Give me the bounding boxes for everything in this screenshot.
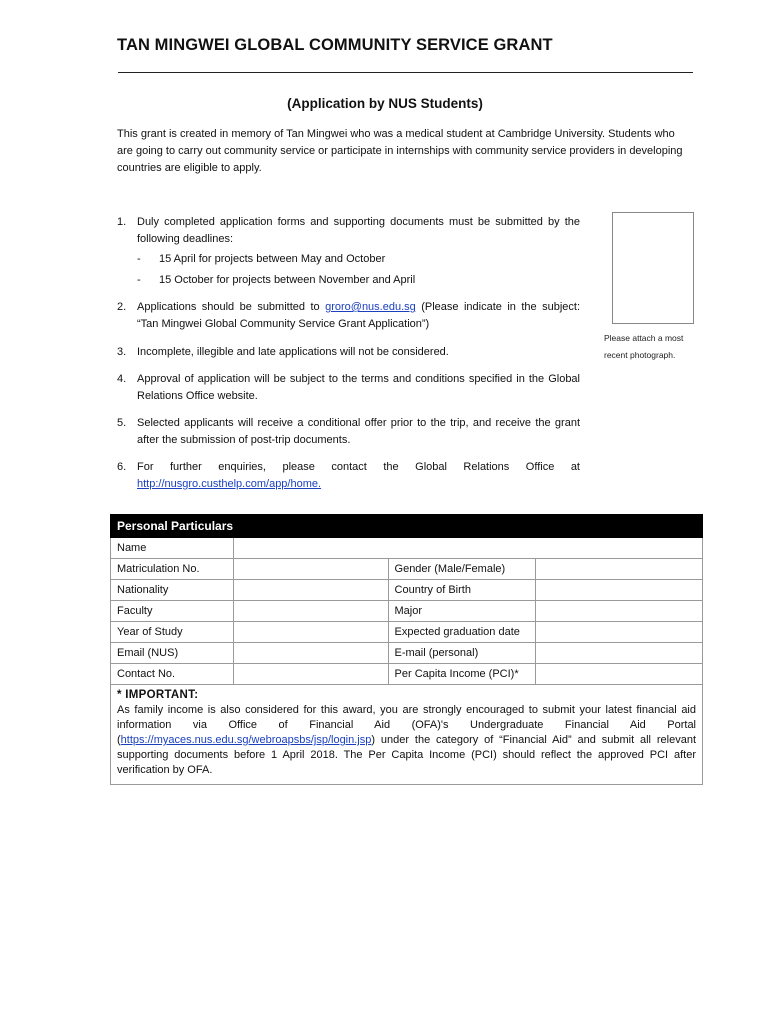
email-personal-field[interactable] xyxy=(536,643,703,664)
important-title: * IMPORTANT: xyxy=(117,689,199,701)
item-text: Incomplete, illegible and late applications will not be considered. xyxy=(137,346,449,358)
item-text: Selected applicants will receive a conditional offer prior to the trip, and receive the grant after the submission of post-trip documents. xyxy=(137,417,580,446)
item-number: 3. xyxy=(117,346,127,358)
email-nus-field[interactable] xyxy=(233,643,388,664)
table-row xyxy=(111,622,703,643)
name-field[interactable] xyxy=(233,538,702,559)
table-row xyxy=(111,538,703,559)
table-row xyxy=(111,559,703,580)
document-subtitle: (Application by NUS Students) xyxy=(287,96,483,111)
item-text xyxy=(137,299,580,333)
matriculation-field[interactable] xyxy=(233,559,388,580)
table-row xyxy=(111,643,703,664)
title-divider xyxy=(118,72,693,73)
nationality-field[interactable] xyxy=(233,580,388,601)
important-note-row xyxy=(111,685,703,785)
name-label: Name xyxy=(111,538,234,559)
item-number: 5. xyxy=(117,417,127,429)
deadline-dash: - xyxy=(137,274,141,286)
item-number: 6. xyxy=(117,461,127,473)
photo-caption-line-1: Please attach a most xyxy=(604,333,684,343)
field-label: Major xyxy=(388,601,536,622)
item-text-after: (Please indicate in the subject: “Tan Mingwei Global Community Service Grant Application”) xyxy=(137,301,580,330)
document-title: TAN MINGWEI GLOBAL COMMUNITY SERVICE GRANT xyxy=(117,36,553,54)
item-number: 4. xyxy=(117,373,127,385)
important-body xyxy=(117,703,696,778)
item-text xyxy=(137,459,580,493)
important-note xyxy=(111,685,703,785)
pci-field[interactable] xyxy=(536,664,703,685)
photo-placeholder[interactable] xyxy=(612,212,694,324)
faculty-field[interactable] xyxy=(233,601,388,622)
important-text-1: As family income is also considered for this award, you are strongly encouraged to submit your latest financial aid information via Office of Financial Aid (OFA)'s Undergraduate Financial Aid Portal ( xyxy=(117,704,696,746)
field-label: Country of Birth xyxy=(388,580,536,601)
field-label: Year of Study xyxy=(111,622,234,643)
table-row xyxy=(111,601,703,622)
table-header-row xyxy=(111,515,703,538)
field-label: E-mail (personal) xyxy=(388,643,536,664)
intro-paragraph: This grant is created in memory of Tan Mingwei who was a medical student at Cambridge University. Students who are going to carry out community service or participate in internships with community service providers in developing countries are eligible to apply. xyxy=(117,128,683,174)
help-link[interactable]: http://nusgro.custhelp.com/app/home. xyxy=(137,478,322,490)
personal-particulars-table xyxy=(110,514,703,785)
contact-field[interactable] xyxy=(233,664,388,685)
email-link[interactable]: groro@nus.edu.sg xyxy=(325,301,416,313)
graduation-date-field[interactable] xyxy=(536,622,703,643)
photo-caption-line-2: recent photograph. xyxy=(604,350,676,360)
table-row xyxy=(111,580,703,601)
gender-field[interactable] xyxy=(536,559,703,580)
important-text-2: ) under the category of “Financial Aid” and submit all relevant supporting documents before 1 April 2018. The Per Capita Income (PCI) should reflect the approved PCI after verification by OFA. xyxy=(117,734,696,776)
field-label: Per Capita Income (PCI)* xyxy=(388,664,536,685)
deadline-text: 15 April for projects between May and October xyxy=(159,253,386,265)
deadline-dash: - xyxy=(137,253,141,265)
field-label: Nationality xyxy=(111,580,234,601)
item-text-line: For further enquiries, please contact the Global Relations Office at xyxy=(137,461,580,473)
table-row xyxy=(111,664,703,685)
financial-aid-portal-link[interactable]: https://myaces.nus.edu.sg/webroapsbs/jsp/login.jsp xyxy=(120,734,372,746)
item-text-before: Applications should be submitted to xyxy=(137,301,326,313)
field-label: Gender (Male/Female) xyxy=(388,559,536,580)
year-of-study-field[interactable] xyxy=(233,622,388,643)
deadline-text: 15 October for projects between November and April xyxy=(159,274,416,286)
field-label: Faculty xyxy=(111,601,234,622)
field-label: Contact No. xyxy=(111,664,234,685)
item-number: 2. xyxy=(117,301,127,313)
major-field[interactable] xyxy=(536,601,703,622)
section-header: Personal Particulars xyxy=(111,515,703,538)
field-label: Matriculation No. xyxy=(111,559,234,580)
field-label: Expected graduation date xyxy=(388,622,536,643)
item-text: Duly completed application forms and supporting documents must be submitted by the following deadlines: xyxy=(137,216,580,245)
item-text: Approval of application will be subject to the terms and conditions specified in the Global Relations Office website. xyxy=(137,373,580,402)
item-number: 1. xyxy=(117,216,127,228)
field-label: Email (NUS) xyxy=(111,643,234,664)
country-of-birth-field[interactable] xyxy=(536,580,703,601)
